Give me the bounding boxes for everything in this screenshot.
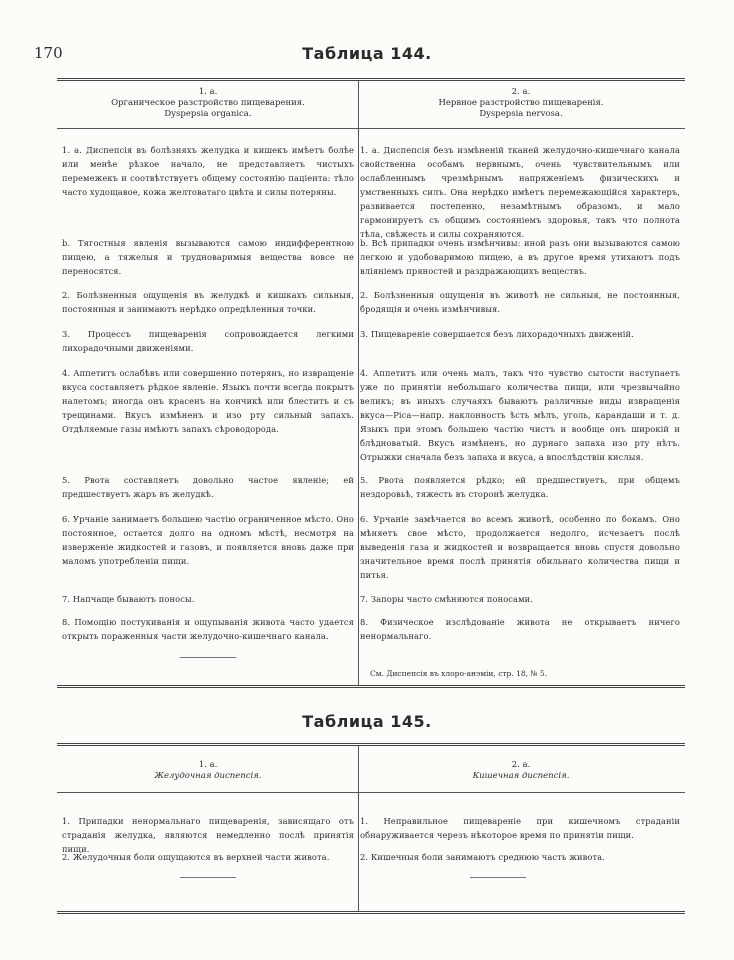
- separator: [470, 877, 526, 878]
- column-number: 1. a.: [198, 87, 218, 97]
- column-number: 1. a.: [198, 760, 218, 770]
- table-144-divider: [358, 81, 359, 685]
- entry: 8. Помощію постукиванія и ощупыванія живота часто удается открыть пораженныя части желудочно-кишечнаго канала.: [62, 617, 354, 641]
- entry: 2. Кишечныя боли занимаютъ среднюю часть живота.: [360, 852, 605, 862]
- entry: 5. Рвота составляетъ довольно частое явленіе; ей предшествуетъ жаръ въ желудкѣ.: [62, 475, 354, 499]
- reference-note: См. Диспепсія въ хлоро-анэміи, стр. 18, № 5.: [370, 669, 548, 678]
- entry: 5. Рвота появляется рѣдко; ей предшествуетъ, при общемъ нездоровьѣ, тяжесть въ сторонѣ желудка.: [360, 475, 680, 499]
- entry: 1. a. Диспепсія въ болѣзняхъ желудка и кишекъ имѣетъ болѣе или менѣе рѣзкое начало, не представляетъ чистыхъ перемежекъ и соотвѣтствуетъ общему состоянію паціента: тѣло часто худощавое, кожа желтоватаго цвѣта и силы потеряны.: [62, 145, 354, 197]
- table-145-divider: [358, 746, 359, 911]
- entry: 1. Неправильное пищевареніе при кишечномъ страданіи обнаруживается черезъ нѣкоторое время по принятіи пищи.: [360, 816, 680, 840]
- column-number: 2. a.: [511, 760, 531, 770]
- column-latin: Dyspepsia nervosa.: [479, 109, 563, 119]
- entry: 1. Припадки ненормальнаго пищеваренія, зависящаго отъ страданія желудка, являются немедленно послѣ принятія пищи.: [62, 816, 354, 854]
- separator: [180, 657, 236, 658]
- column-heading: Нервное разстройство пищеваренія.: [438, 98, 604, 108]
- table-144-right-header: [362, 87, 680, 120]
- entry: 6. Урчаніе занимаетъ большею частію ограниченное мѣсто. Оно постоянное, остается долго на одномъ мѣстѣ, несмотря на изверженіе жидкостей и газовъ, и появляется вновь даже при маломъ употребленіи пищи.: [62, 514, 354, 566]
- entry: 4. Аппетитъ ослабѣвъ или совершенно потерянъ, но извращеніе вкуса составляетъ рѣдкое явленіе. Языкъ почти всегда покрытъ налетомъ; иногда онъ красенъ на кончикѣ или блеститъ и съ трещинами. Вкусъ измѣненъ и изо рту сильный запахъ. Отдѣляемые газы имѣютъ запахъ сѣроводорода.: [62, 368, 354, 434]
- column-heading: Желудочная диспепсія.: [154, 771, 262, 781]
- table-145-header-rule: [57, 792, 685, 793]
- column-number: 2. a.: [511, 87, 531, 97]
- table-145-right-header: [362, 760, 680, 782]
- table-145-title: Таблица 145.: [302, 712, 432, 731]
- entry: 1. a. Диспепсія безъ измѣненій тканей желудочно-кишечнаго канала свойственна особамъ нервнымъ, очень чувствительнымъ или ослабленнымъ чрезмѣрнымъ напряженіемъ физическихъ и умственныхъ силъ. Она нерѣдко имѣетъ перемежающійся характеръ, развивается постепенно, незамѣтнымъ образомъ, и мало гармонируетъ съ общимъ состояніемъ здоровья, такъ что полнота тѣла, свѣжесть и силы сохраняются.: [360, 145, 680, 239]
- entry: 7. Запоры часто смѣняются поносами.: [360, 594, 534, 604]
- entry: b. Тягостныя явленія вызываются самою индифферентною пищею, а тяжелыя и трудноваримыя вещества вовсе не переносятся.: [62, 238, 354, 276]
- entry: 3. Процессъ пищеваренія сопровождается легкими лихорадочными движеніями.: [62, 329, 354, 353]
- table-144-left-header: [62, 87, 354, 120]
- entry: 2. Болѣзненныя ощущенія въ животѣ не сильныя, не постоянныя, бродящія и очень измѣнчивыя.: [360, 290, 680, 314]
- page-number: 170: [34, 44, 63, 62]
- column-heading: Кишечная диспепсія.: [472, 771, 570, 781]
- entry: 6. Урчаніе замѣчается во всемъ животѣ, особенно по бокамъ. Оно мѣняетъ свое мѣсто, продолжается недолго, исчезаетъ послѣ выведенія газа и жидкостей и возвращается вновь спустя довольно значительное время послѣ принятія обильнаго количества пищи и питья.: [360, 514, 680, 580]
- entry: 2. Болѣзненныя ощущенія въ желудкѣ и кишкахъ сильныя, постоянныя и занимаютъ нерѣдко опредѣленныя точки.: [62, 290, 354, 314]
- column-latin: Dyspepsia organica.: [164, 109, 252, 119]
- entry: 7. Напчаще бываютъ поносы.: [62, 594, 195, 604]
- entry: 2. Желудочныя боли ощущаются въ верхней части живота.: [62, 852, 330, 862]
- table-144-header-rule: [57, 128, 685, 129]
- table-145-left-header: [62, 760, 354, 782]
- entry: 8. Физическое изслѣдованіе живота не открываетъ ничего ненормальнаго.: [360, 617, 680, 641]
- table-144-title: Таблица 144.: [302, 44, 432, 63]
- column-heading: Органическое разстройство пищеварения.: [111, 98, 305, 108]
- entry: 3. Пищевареніе совершается безъ лихорадочныхъ движеній.: [360, 329, 634, 339]
- entry: 4. Аппетитъ или очень малъ, такъ что чувство сытости наступаетъ уже по принятіи небольшаго количества пищи, или чрезвычайно великъ; въ иныхъ случаяхъ бываютъ различные виды извращенія вкуса—Pica—напр. наклонность ѣсть мѣлъ, уголь, карандаши и т. д. Языкъ при этомъ большею частію чистъ и вообще онъ широкій и блѣдноватый. Вкусъ измѣненъ, но дурнаго запаха изо рту нѣтъ. Отрыжки сначала безъ запаха и вкуса, а впослѣдствіи кислыя.: [360, 368, 680, 462]
- entry: b. Всѣ припадки очень измѣнчивы: иной разъ они вызываются самою легкою и удобоваримою пищею, а въ другое время утихаютъ подъ вліяніемъ пряностей и раздражающихъ веществъ.: [360, 238, 680, 276]
- separator: [180, 877, 236, 878]
